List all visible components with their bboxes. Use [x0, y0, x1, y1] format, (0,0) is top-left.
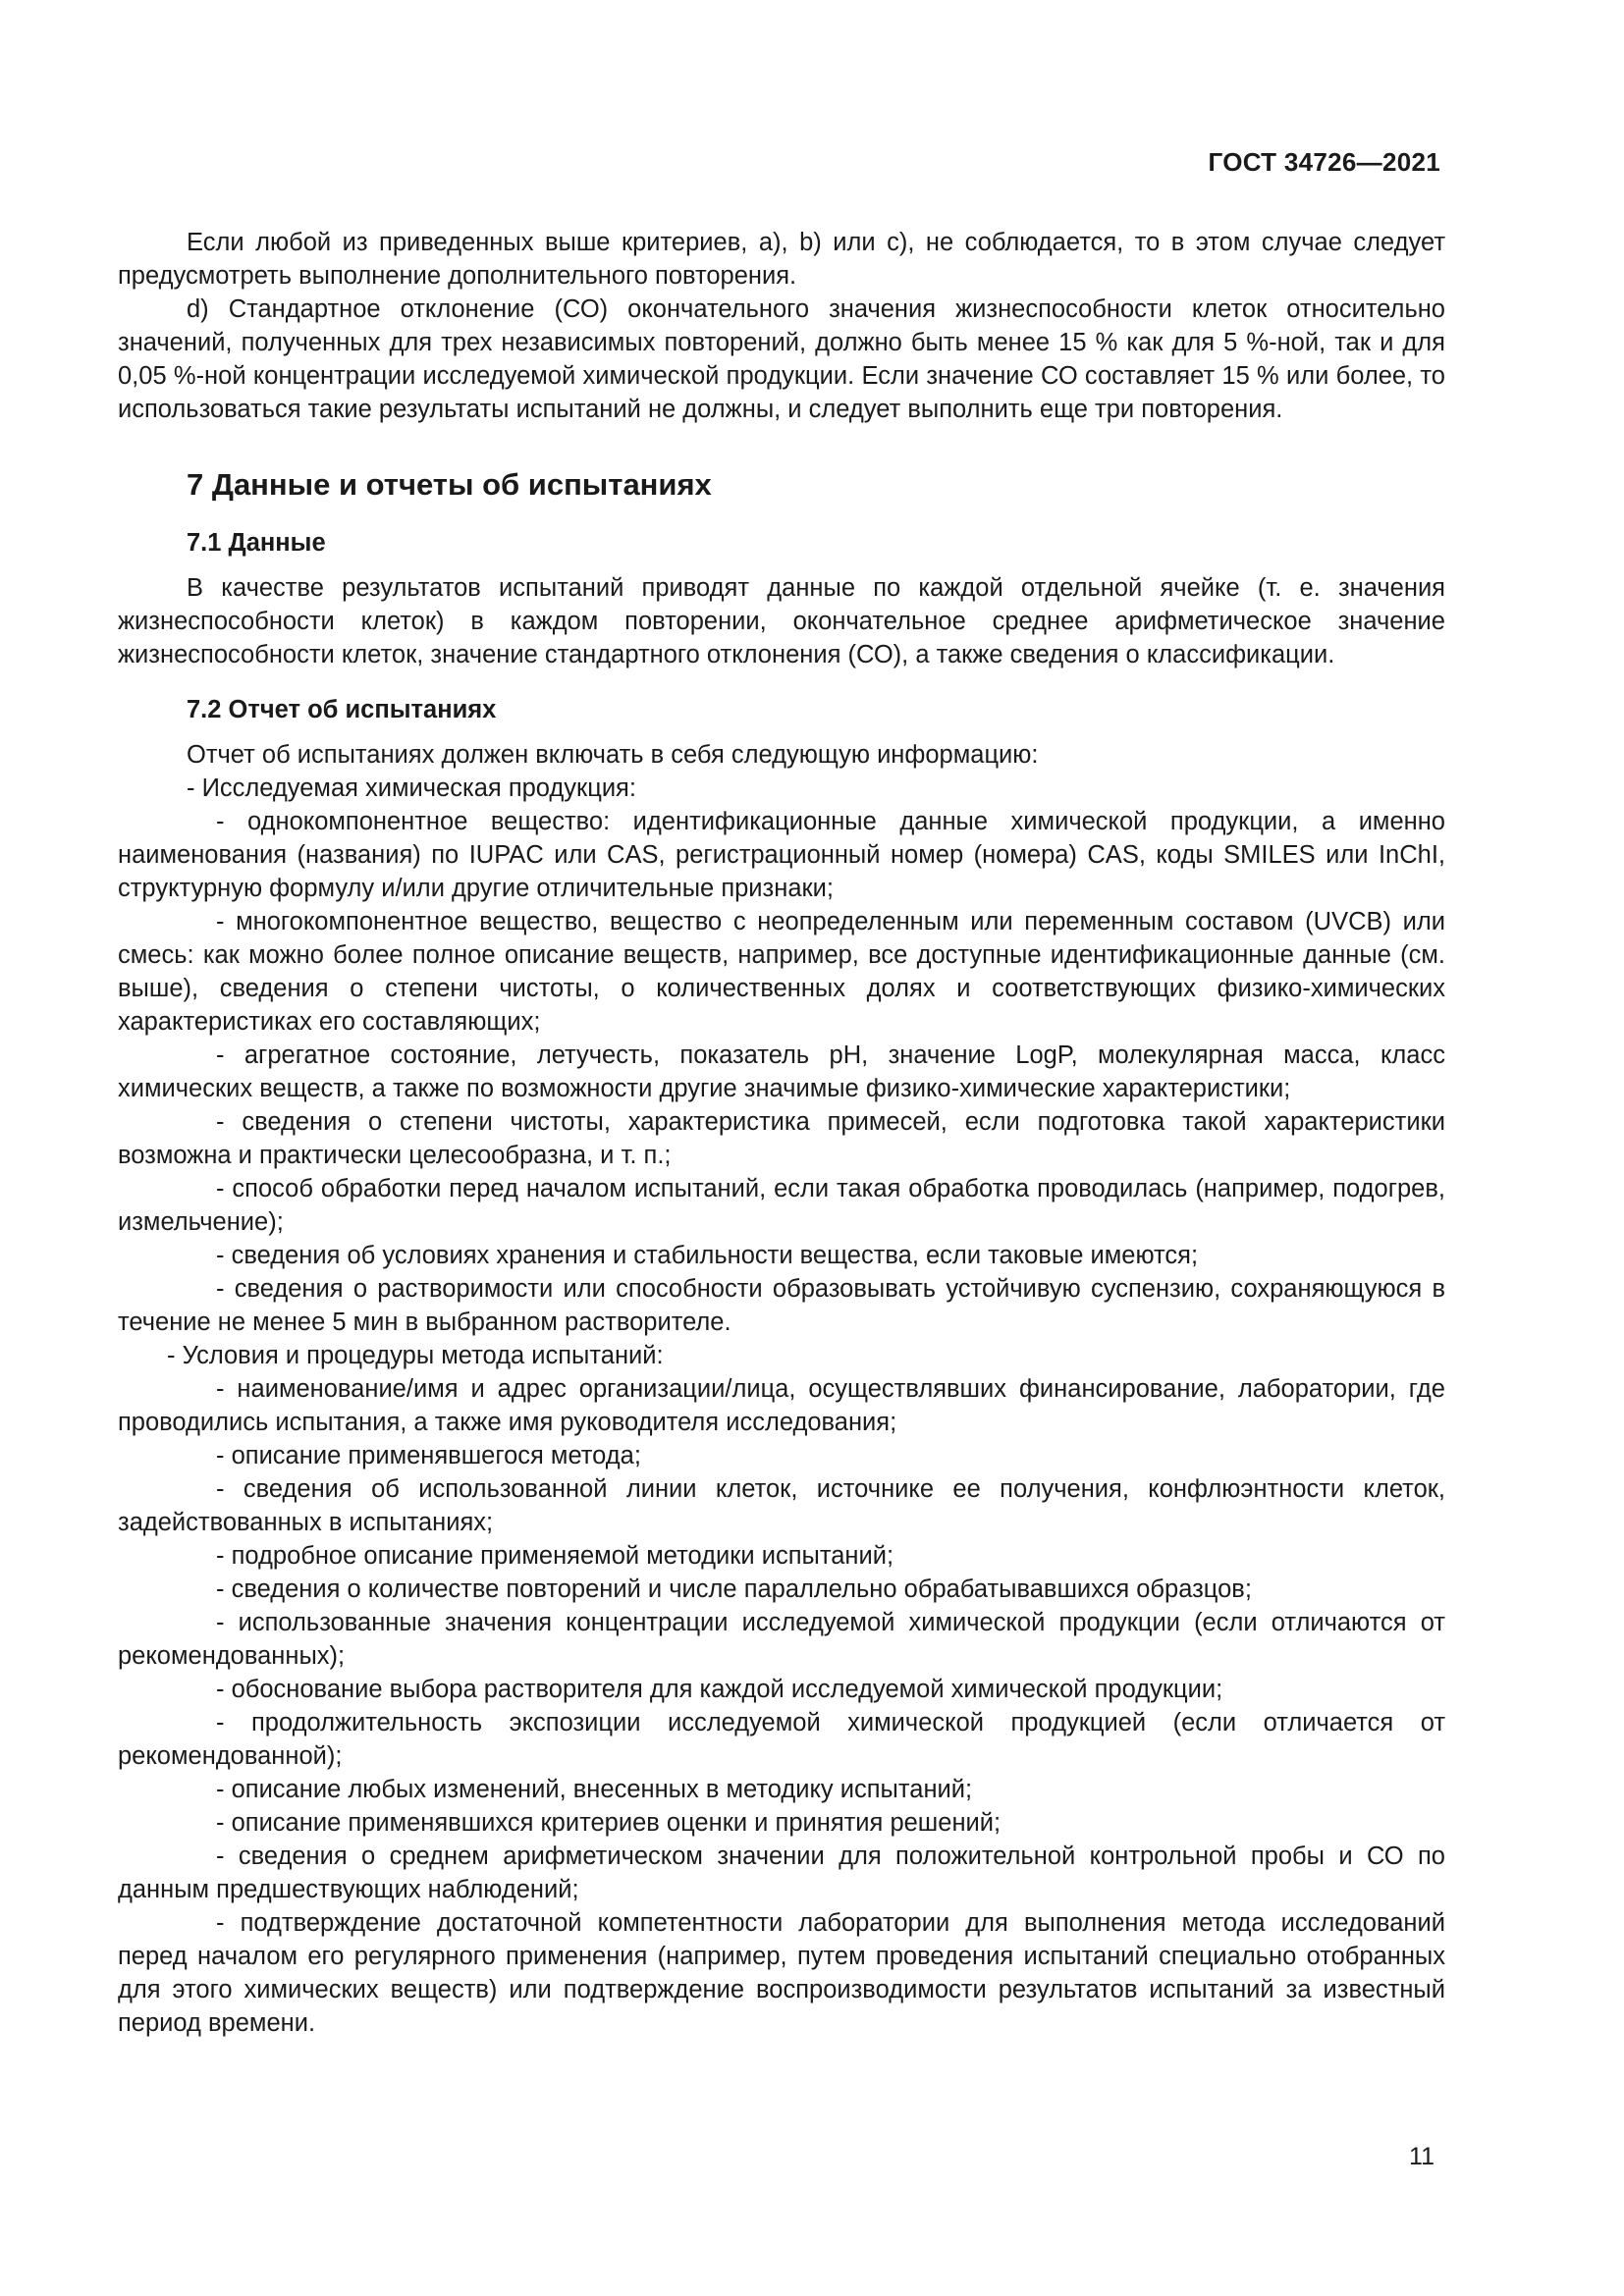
subsection-7-2-title: 7.2 Отчет об испытаниях	[187, 696, 497, 723]
report-group-chemical-product: - Исследуемая химическая продукция:	[187, 774, 636, 802]
report-item: - сведения о количестве повторений и числе параллельно обрабатывавшихся образцов;	[216, 1575, 1252, 1603]
report-lead: Отчет об испытаниях должен включать в себя следующую информацию:	[187, 741, 1039, 769]
report-item: - однокомпонентное вещество: идентификационные данные химической продукции, а именно наименования (названия) по IUPAC или CAS, регистрационный номер (номера) CAS, коды SMILES или InChI, структурную формулу и/или другие отличительные признаки;	[118, 808, 1445, 902]
document-code: ГОСТ 34726—2021	[1208, 147, 1440, 177]
report-item: - продолжительность экспозиции исследуемой химической продукцией (если отличается от рекомендованной);	[118, 1709, 1445, 1770]
report-item: - агрегатное состояние, летучесть, показатель pH, значение LogP, молекулярная масса, класс химических веществ, а также по возможности другие значимые физико-химические характеристики;	[118, 1041, 1445, 1102]
report-item: - описание применявшегося метода;	[216, 1442, 641, 1469]
report-item: - способ обработки перед началом испытаний, если такая обработка проводилась (например, подогрев, измельчение);	[118, 1175, 1445, 1236]
section-7-title: 7 Данные и отчеты об испытаниях	[187, 467, 712, 502]
report-item: - сведения о среднем арифметическом значении для положительной контрольной пробы и СО по данным предшествующих наблюдений;	[118, 1842, 1445, 1903]
page-number: 11	[1409, 2143, 1435, 2170]
intro-paragraph-2: d) Стандартное отклонение (СО) окончательного значения жизнеспособности клеток относительно значений, полученных для трех независимых повторений, должно быть менее 15 % как для 5 %-ной, так и для 0,05 %-ной концентрации исследуемой химической продукции. Если значение СО составляет 15 % или более, то использоваться такие результаты испытаний не должны, и следует выполнить еще три повторения.	[118, 295, 1445, 423]
subsection-7-1-title: 7.1 Данные	[187, 529, 326, 557]
page-content	[118, 226, 1445, 2040]
report-item: - сведения об условиях хранения и стабильности вещества, если таковые имеются;	[216, 1242, 1199, 1269]
report-item: - сведения о растворимости или способности образовывать устойчивую суспензию, сохраняющуюся в течение не менее 5 мин в выбранном растворителе.	[118, 1275, 1445, 1336]
report-item: - использованные значения концентрации исследуемой химической продукции (если отличаются от рекомендованных);	[118, 1609, 1445, 1670]
report-item: - описание любых изменений, внесенных в методику испытаний;	[216, 1776, 973, 1803]
report-group-method-conditions: - Условия и процедуры метода испытаний:	[167, 1342, 664, 1369]
subsection-7-1-text: В качестве результатов испытаний приводят данные по каждой отдельной ячейке (т. е. значения жизнеспособности клеток) в каждом повторении, окончательное среднее арифметическое значение жизнеспособности клеток, значение стандартного отклонения (СО), а также сведения о классификации.	[118, 574, 1445, 668]
report-item: - многокомпонентное вещество, вещество с неопределенным или переменным составом (UVCB) или смесь: как можно более полное описание веществ, например, все доступные идентификационные данные (см. выше), сведения о степени чистоты, о количественных долях и соответствующих физико-химических характеристиках его составляющих;	[118, 908, 1445, 1036]
report-item: - обоснование выбора растворителя для каждой исследуемой химической продукции;	[216, 1676, 1223, 1703]
report-item: - подтверждение достаточной компетентности лаборатории для выполнения метода исследований перед началом его регулярного применения (например, путем проведения испытаний специально отобранных для этого химических веществ) или подтверждение воспроизводимости результатов испытаний за известный период времени.	[118, 1909, 1445, 2037]
intro-paragraph-1: Если любой из приведенных выше критериев, a), b) или c), не соблюдается, то в этом случае следует предусмотреть выполнение дополнительного повторения.	[118, 229, 1445, 290]
report-item: - наименование/имя и адрес организации/лица, осуществлявших финансирование, лаборатории, где проводились испытания, а также имя руководителя исследования;	[118, 1375, 1445, 1436]
report-item: - подробное описание применяемой методики испытаний;	[216, 1542, 894, 1570]
report-item: - описание применявшихся критериев оценки и принятия решений;	[216, 1809, 1001, 1837]
report-item: - сведения об использованной линии клеток, источнике ее получения, конфлюэнтности клеток, задействованных в испытаниях;	[118, 1475, 1445, 1536]
report-item: - сведения о степени чистоты, характеристика примесей, если подготовка такой характеристики возможна и практически целесообразна, и т. п.;	[118, 1108, 1445, 1169]
